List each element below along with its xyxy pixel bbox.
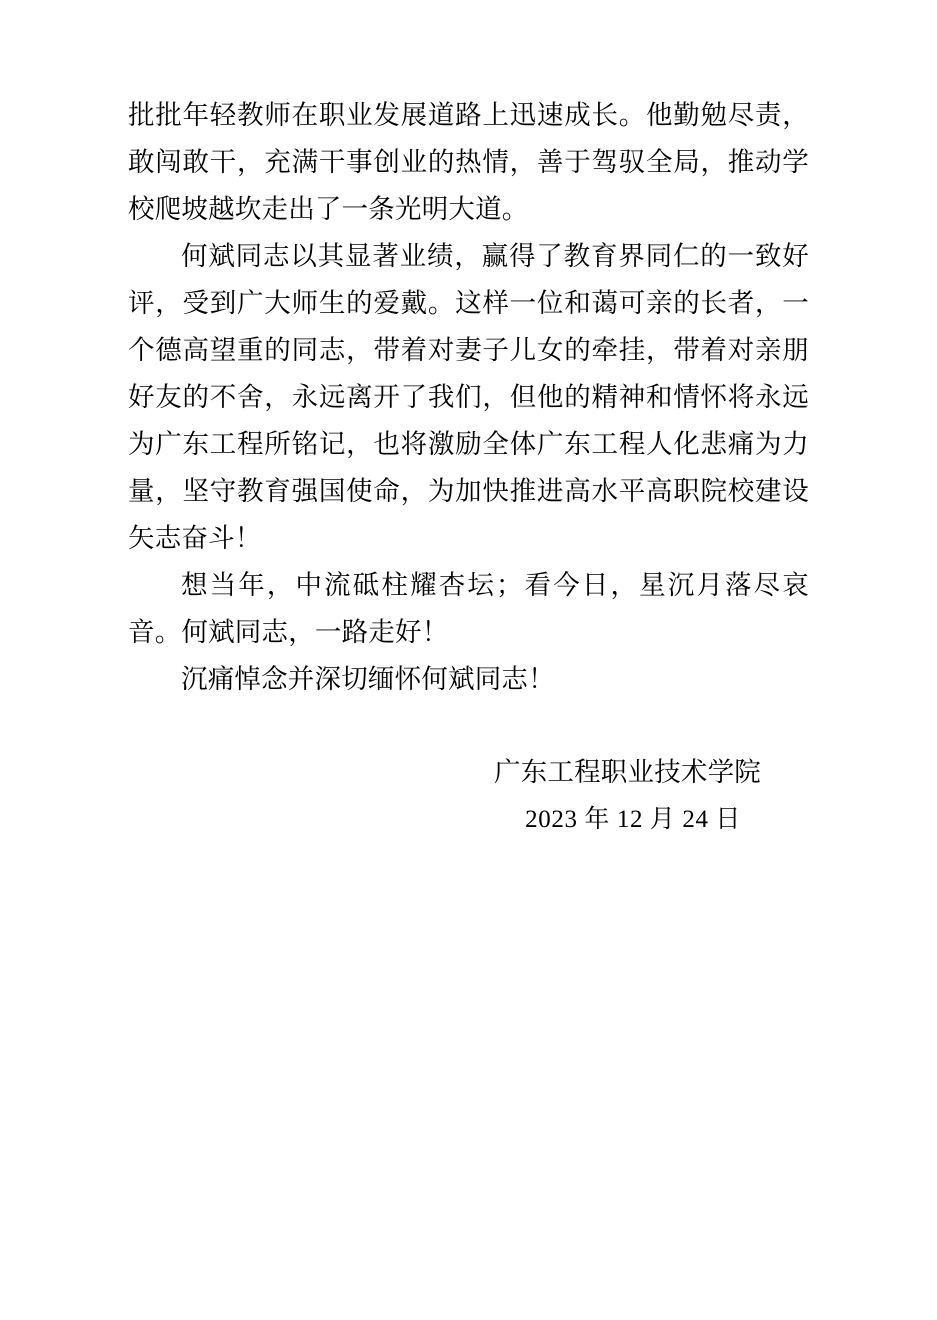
paragraph-4: 沉痛悼念并深切缅怀何斌同志！ (181, 664, 555, 694)
signature-organization: 广东工程职业技术学院 (494, 757, 761, 787)
signature-block (128, 749, 809, 843)
paragraph-2: 何斌同志以其显著业绩，赢得了教育界同仁的一致好评，受到广大师生的爱戴。这样一位和蔼可亲的长者，一个德高望重的同志，带着对妻子儿女的牵挂，带着对亲朋好友的不舍，永远离开了我们，但他的精神和情怀将永远为广东工程所铭记，也将激励全体广东工程人化悲痛为力量，坚守教育强国使命，为加快推进高水平高职院校建设矢志奋斗！ (128, 241, 809, 553)
document-body (128, 92, 809, 843)
paragraph-3: 想当年，中流砥柱耀杏坛；看今日，星沉月落尽哀音。何斌同志，一路走好！ (128, 570, 809, 647)
paragraph-1: 批批年轻教师在职业发展道路上迅速成长。他勤勉尽责，敢闯敢干，充满干事创业的热情，善于驾驭全局，推动学校爬坡越坎走出了一条光明大道。 (128, 100, 809, 224)
signature-date: 2023 年 12 月 24 日 (525, 806, 741, 833)
